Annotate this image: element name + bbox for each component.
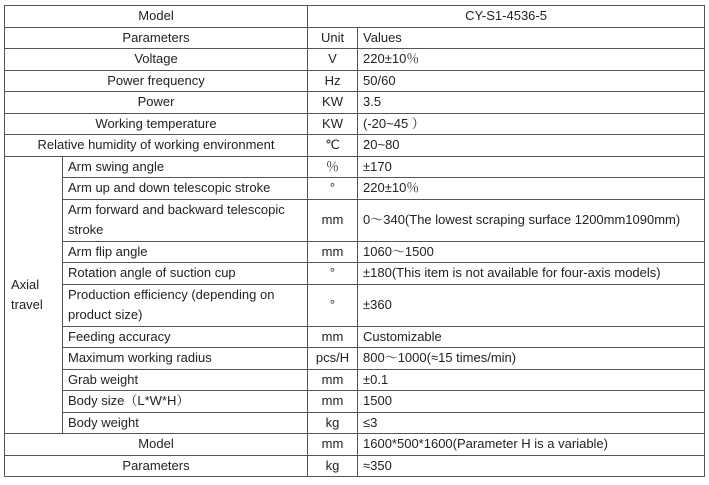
param-cell: Rotation angle of suction cup (63, 263, 308, 285)
unit-cell: ℃ (308, 135, 358, 157)
unit-cell: Hz (308, 70, 358, 92)
param-cell: Feeding accuracy (63, 326, 308, 348)
param-cell: Model (5, 434, 308, 456)
unit-cell: ° (308, 263, 358, 285)
table-row (5, 135, 705, 157)
unit-cell: ° (308, 178, 358, 200)
unit-cell: mm (308, 391, 358, 413)
value-cell: (-20~45 ） (358, 113, 705, 135)
value-cell: ±180(This item is not available for four-axis models) (358, 263, 705, 285)
param-cell: Body size（L*W*H） (63, 391, 308, 413)
table-row (5, 412, 705, 434)
param-cell: Arm up and down telescopic stroke (63, 178, 308, 200)
value-cell: 220±10％ (358, 178, 705, 200)
table-row (5, 348, 705, 370)
table-row (5, 434, 705, 456)
param-cell: Power frequency (5, 70, 308, 92)
value-cell: ±0.1 (358, 369, 705, 391)
unit-cell: mm (308, 434, 358, 456)
table-row (5, 391, 705, 413)
value-cell: 0～340(The lowest scraping surface 1200mm1090mm) (358, 199, 705, 241)
param-cell: Grab weight (63, 369, 308, 391)
value-cell: 220±10％ (358, 49, 705, 71)
value-cell: ±170 (358, 156, 705, 178)
unit-cell: mm (308, 199, 358, 241)
unit-cell: V (308, 49, 358, 71)
header-values: Values (358, 27, 705, 49)
value-cell: 800～1000(≈15 times/min) (358, 348, 705, 370)
table-row (5, 241, 705, 263)
param-cell: Arm swing angle (63, 156, 308, 178)
unit-cell: mm (308, 369, 358, 391)
unit-cell: kg (308, 455, 358, 477)
param-cell: Power (5, 92, 308, 114)
unit-cell: ° (308, 284, 358, 326)
param-cell: Production efficiency (depending on product size) (63, 284, 308, 326)
table-row (5, 92, 705, 114)
unit-cell: pcs/H (308, 348, 358, 370)
table-row (5, 455, 705, 477)
table-row (5, 70, 705, 92)
param-cell: Arm forward and backward telescopic stroke (63, 199, 308, 241)
value-cell: 1600*500*1600(Parameter H is a variable) (358, 434, 705, 456)
param-cell: Parameters (5, 455, 308, 477)
table-row (5, 199, 705, 241)
unit-cell: KW (308, 92, 358, 114)
unit-cell: mm (308, 326, 358, 348)
table-row (5, 156, 705, 178)
table-row (5, 178, 705, 200)
value-cell: ≈350 (358, 455, 705, 477)
table-row (5, 326, 705, 348)
value-cell: 50/60 (358, 70, 705, 92)
value-cell: ±360 (358, 284, 705, 326)
header-unit: Unit (308, 27, 358, 49)
unit-cell: KW (308, 113, 358, 135)
value-cell: 1500 (358, 391, 705, 413)
param-cell: Relative humidity of working environment (5, 135, 308, 157)
model-value: CY-S1-4536-5 (308, 6, 705, 28)
model-label: Model (5, 6, 308, 28)
param-cell: Working temperature (5, 113, 308, 135)
table-row (5, 284, 705, 326)
table-row (5, 263, 705, 285)
unit-cell: kg (308, 412, 358, 434)
value-cell: 20~80 (358, 135, 705, 157)
table-row (5, 113, 705, 135)
unit-cell: ％ (308, 156, 358, 178)
param-cell: Body weight (63, 412, 308, 434)
value-cell: ≤3 (358, 412, 705, 434)
param-cell: Maximum working radius (63, 348, 308, 370)
param-cell: Voltage (5, 49, 308, 71)
value-cell: 3.5 (358, 92, 705, 114)
param-cell: Arm flip angle (63, 241, 308, 263)
table-row (5, 369, 705, 391)
axial-travel-label: Axial travel (5, 156, 63, 434)
unit-cell: mm (308, 241, 358, 263)
value-cell: 1060～1500 (358, 241, 705, 263)
model-row (5, 6, 705, 28)
value-cell: Customizable (358, 326, 705, 348)
header-parameters: Parameters (5, 27, 308, 49)
header-row (5, 27, 705, 49)
spec-table (4, 5, 705, 477)
table-row (5, 49, 705, 71)
